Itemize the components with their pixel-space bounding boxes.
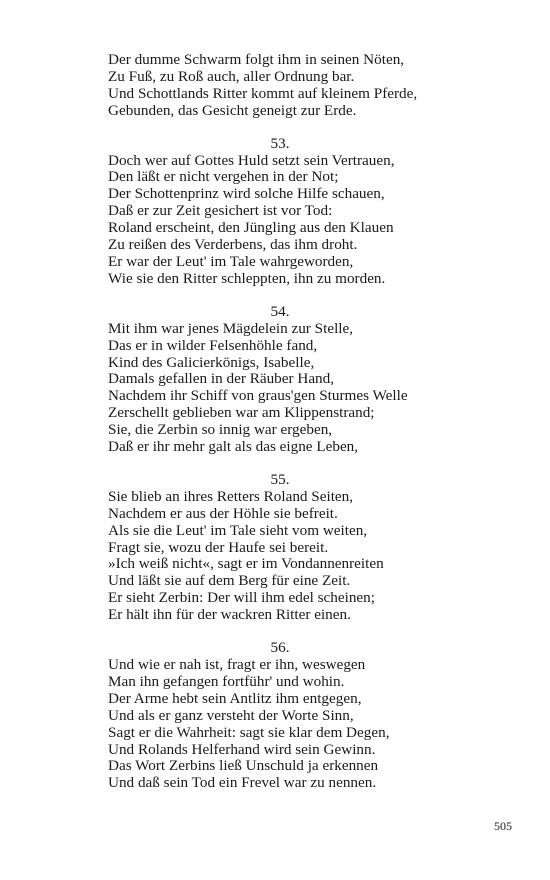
verse-line: Und Rolands Helferhand wird sein Gewinn.: [108, 740, 376, 758]
verse-line: Das Wort Zerbins ließ Unschuld ja erkennen: [108, 757, 379, 775]
stanza-54: [108, 304, 488, 456]
stanza-number: 53.: [270, 134, 290, 152]
verse-line: Als sie die Leut' im Tale sieht vom weiten,: [108, 521, 368, 539]
verse-line: Und läßt sie auf dem Berg für eine Zeit.: [108, 572, 351, 590]
verse-line: Sagt er die Wahrheit: sagt sie klar dem Degen,: [108, 723, 390, 741]
stanza-number: 54.: [270, 302, 290, 320]
verse-line: »Ich weiß nicht«, sagt er im Vondannenreiten: [108, 555, 384, 573]
verse-line: Roland erscheint, den Jüngling aus den Klauen: [108, 219, 394, 237]
stanza-number: 55.: [270, 470, 290, 488]
poem-body: [108, 52, 488, 808]
verse-line: Doch wer auf Gottes Huld setzt sein Vertrauen,: [108, 151, 395, 169]
verse-line: Und als er ganz versteht der Worte Sinn,: [108, 706, 354, 724]
stanza-55: [108, 472, 488, 624]
verse-line: Damals gefallen in der Räuber Hand,: [108, 370, 335, 388]
stanza-number: 56.: [270, 639, 290, 657]
verse-line: Sie blieb an ihres Retters Roland Seiten,: [108, 487, 354, 505]
verse-line: Nachdem er aus der Höhle sie befreit.: [108, 504, 338, 522]
verse-line: Und Schottlands Ritter kommt auf kleinem Pferde,: [108, 84, 418, 102]
page-number: 505: [494, 819, 512, 833]
verse-line: Der dumme Schwarm folgt ihm in seinen Nöten,: [108, 51, 405, 68]
verse-line: Daß er zur Zeit gesichert ist vor Tod:: [108, 202, 333, 220]
verse-line: Kind des Galicierkönigs, Isabelle,: [108, 353, 315, 371]
verse-line: Gebunden, das Gesicht geneigt zur Erde.: [108, 101, 357, 119]
stanza-53: [108, 136, 488, 288]
verse-line: Zu reißen des Verderbens, das ihm droht.: [108, 236, 358, 254]
verse-line: Das er in wilder Felsenhöhle fand,: [108, 336, 318, 354]
verse-line: Nachdem ihr Schiff von graus'gen Sturmes Welle: [108, 387, 408, 405]
verse-line: Mit ihm war jenes Mägdelein zur Stelle,: [108, 319, 354, 337]
verse-line: Zu Fuß, zu Roß auch, aller Ordnung bar.: [108, 67, 355, 85]
verse-line: Der Schottenprinz wird solche Hilfe schauen,: [108, 185, 385, 203]
verse-line: Man ihn gefangen fortführ' und wohin.: [108, 672, 345, 690]
stanza-continuation: [108, 52, 488, 120]
verse-line: Den läßt er nicht vergehen in der Not;: [108, 168, 339, 186]
verse-line: Der Arme hebt sein Antlitz ihm entgegen,: [108, 689, 362, 707]
verse-line: Sie, die Zerbin so innig war ergeben,: [108, 421, 333, 439]
verse-line: Und daß sein Tod ein Frevel war zu nennen.: [108, 774, 377, 792]
verse-line: Er war der Leut' im Tale wahrgeworden,: [108, 252, 354, 270]
verse-line: Zerschellt geblieben war am Klippenstrand;: [108, 404, 375, 422]
verse-line: Fragt sie, wozu der Haufe sei bereit.: [108, 538, 329, 556]
verse-line: Daß er ihr mehr galt als das eigne Leben,: [108, 438, 359, 456]
verse-line: Er sieht Zerbin: Der will ihm edel scheinen;: [108, 589, 375, 607]
verse-line: Er hält ihn für der wackren Ritter einen.: [108, 606, 351, 624]
stanza-56: [108, 640, 488, 792]
verse-line: Wie sie den Ritter schleppten, ihn zu morden.: [108, 269, 386, 287]
verse-line: Und wie er nah ist, fragt er ihn, weswegen: [108, 656, 366, 673]
